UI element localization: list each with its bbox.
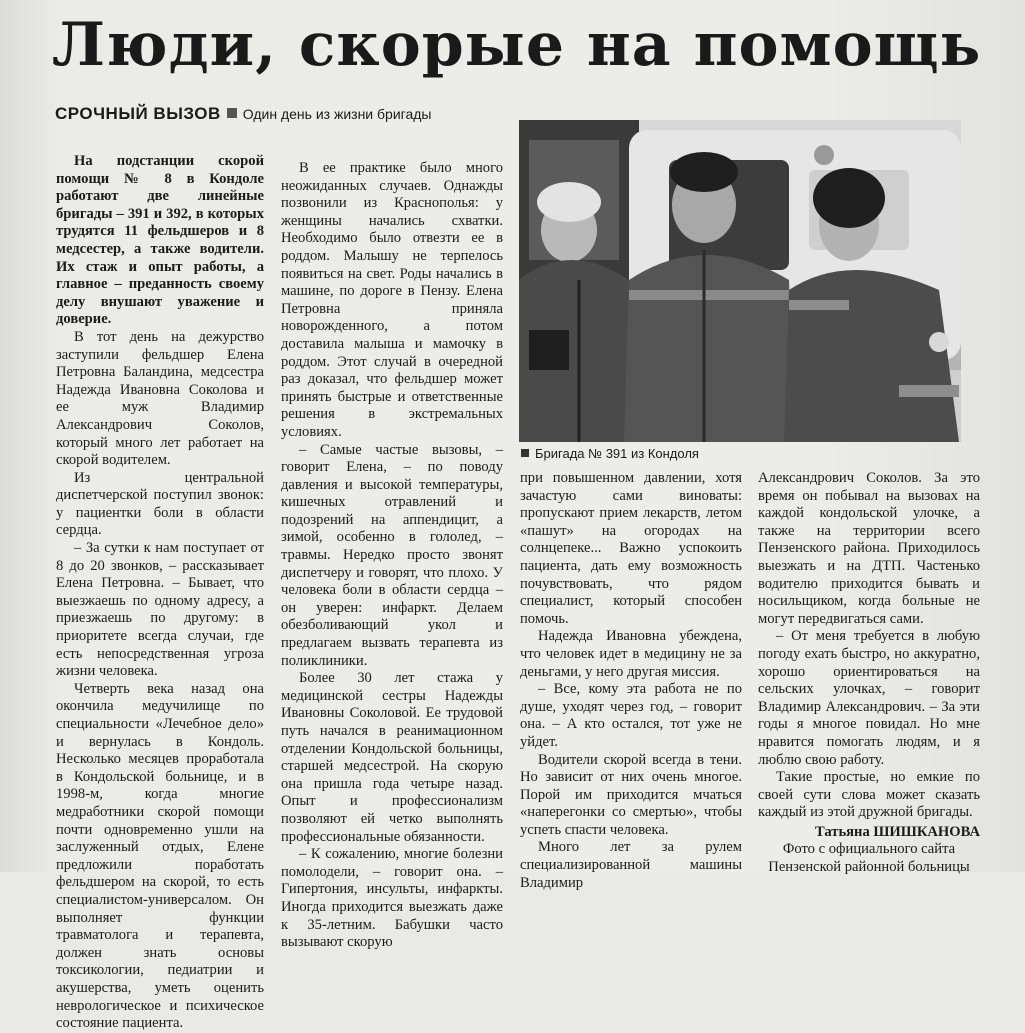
rubric [55,104,431,124]
lead-paragraph: На подстанции скорой помощи № 8 в Кондоле работают две линейные бригады – 391 и 392, в которых трудятся 11 фельдшеров и 8 медсестер, а также водители. Их стаж и опыт работы, а главное – преданность своему делу внушают уважение и доверие. [56,153,264,328]
rubric-subtitle: Один день из жизни бригады [242,106,432,122]
square-bullet-icon [227,108,237,118]
square-bullet-icon [521,449,529,457]
headline: Люди, скорые на помощь [52,10,982,80]
team-photo-image [519,120,961,442]
paragraph: Надежда Ивановна убеждена, что человек идет в медицину не за деньгами, у него другая миссия. [520,628,742,680]
paragraph: В ее практике было много неожиданных случаев. Однажды позвонили из Краснополья: у женщины начались схватки. Необходимо было отвезти ее в роддом. Малышу не терпелось появиться на свет. Роды начались в машине, по дороге в Пензу. Елена Петровна приняла новорожденного, а потом доставила малыша и мамочку в роддом. Этот случай в очередной раз доказал, что фельдшер может принять быстрые и ответственные решения в экстремальных условиях. [281,160,503,440]
author-byline: Татьяна ШИШКАНОВА [814,823,980,840]
article-column-3 [520,470,742,892]
photo-caption [521,446,699,461]
paragraph: Из центральной диспетчерской поступил звонок: у пациентки боли в области сердца. [56,469,264,539]
paragraph: Более 30 лет стажа у медицинской сестры Надежды Ивановны Соколовой. Ее трудовой путь начался в реанимационном отделении Кондольской больницы, старшей медсестрой. На скорую она пришла года четыре назад. Опыт и профессионализм позволяют ей четко выполнять профессиональные обязанности. [281,670,503,845]
paragraph: Водители скорой всегда в тени. Но зависит от них очень многое. Порой им приходится мчаться «наперегонки со смертью», чтобы успеть спасти человека. [520,751,742,838]
article-column-1 [56,153,264,1033]
paragraph: Такие простые, но емкие по своей сути слова может сказать каждый из этой дружной бригады. [758,769,980,821]
photo-caption-text: Бригада № 391 из Кондоля [535,446,699,461]
rubric-tag: СРОЧНЫЙ ВЫЗОВ [55,104,221,123]
paragraph: Александрович Соколов. За это время он побывал на вызовах на каждой кондольской улочке, а также на территории всего Пензенского района. Приходилось выезжать и на ДТП. Частенько водителю приходится бывать и носильщиком, когда больные не могут передвигаться сами. [758,470,980,627]
team-photo [519,120,961,442]
paragraph: Много лет за рулем специализированной машины Владимир [520,839,742,891]
paragraph: – От меня требуется в любую погоду ехать быстро, но аккуратно, хорошо ориентироваться на сельских улочках, – говорит Владимир Александрович. – За эти годы я многое повидал. Но мне нравится помогать людям, и я люблю свою работу. [758,628,980,768]
paragraph: – Самые частые вызовы, – говорит Елена, – по поводу давления и высокой температуры, кишечных отравлений и подозрений на аппендицит, а зимой, особенно в гололед, – травмы. Нередко просто звонят диспетчеру и говорят, что плохо. У человека боли в области сердца – он уверен: инфаркт. Делаем обезболивающий укол и предлагаем вызвать терапевта из поликлиники. [281,441,503,669]
paragraph: В тот день на дежурство заступили фельдшер Елена Петровна Баландина, медсестра Надежда Ивановна Соколова и ее муж Владимир Александрович Соколов, который много лет работает на скорой водителем. [56,328,264,469]
paragraph: – Все, кому эта работа не по душе, уходят через год, – говорит она. – А кто остался, тот уже не уйдет. [520,681,742,750]
paragraph: Четверть века назад она окончила медучилище по специальности «Лечебное дело» и вернулась в Кондоль. Несколько месяцев проработала в Кондольской больнице, и в 1998-м, когда многие медработники скорой помощи почти одновременно ушли на заслуженный отдых, Елене предложили поработать фельдшером на скорой, то есть специалистом-универсалом. Он выполняет функции травматолога и терапевта, должен знать основы токсикологии, педиатрии и акушерства, уметь оценить неврологическое и психическое состояние пациента. [56,680,264,1032]
article-column-4 [758,470,980,877]
photo-credit: Фото с официального сайта Пензенской районной больницы [768,841,970,876]
paragraph: – За сутки к нам поступает от 8 до 20 звонков, – рассказывает Елена Петровна. – Бывает, что выезжаешь по одному адресу, а приезжаешь по другому: в приоритете всегда случаи, где есть непосредственная угроза жизни человека. [56,540,264,680]
paragraph: при повышенном давлении, хотя зачастую сами виноваты: пропускают прием лекарств, летом «пашут» на огородах на солнцепеке... Важно успокоить пациента, дать ему возможность почувствовать, что рядом специалист, который способен помочь. [520,470,742,627]
article-column-2 [281,160,503,952]
paragraph: – К сожалению, многие болезни помолодели, – говорит она. – Гипертония, инсульты, инфаркты. Иногда приходится выезжать даже к 35-летним. Бабушки часто вызывают скорую [281,846,503,951]
